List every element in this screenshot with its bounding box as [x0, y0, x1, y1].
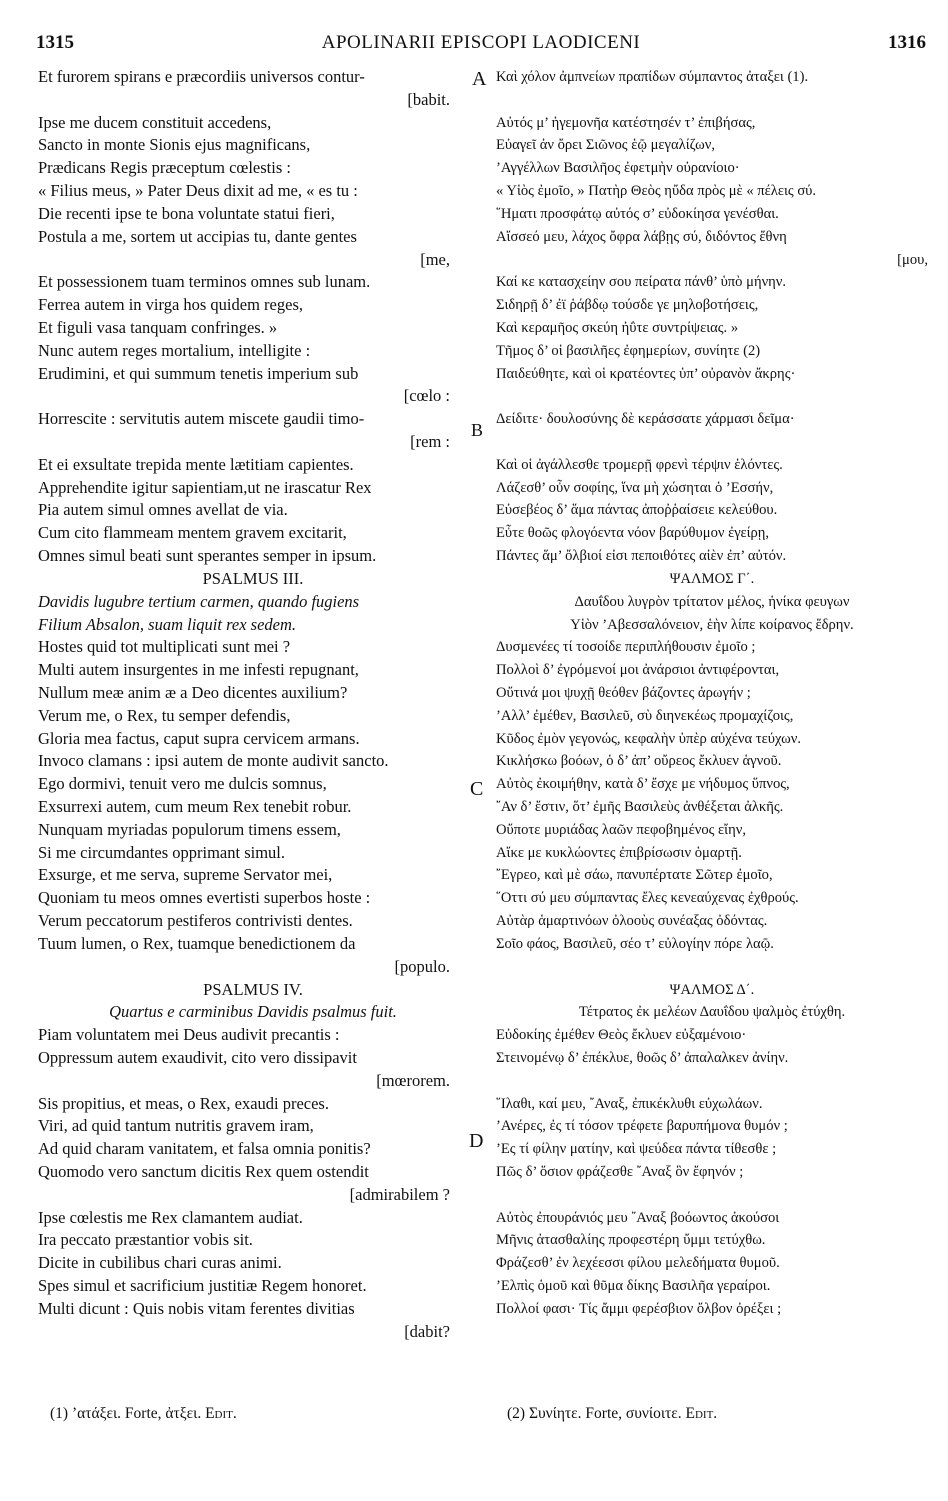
greek-text-line: Αὐτός μ’ ἡγεμονῆα κατέστησέν τ’ ἐπιβήσας, [496, 114, 756, 131]
latin-text-line: Piam voluntatem mei Deus audivit precantis : [38, 1025, 340, 1045]
latin-text-line: [populo. [394, 956, 450, 976]
greek-text-line: Φράζεσθ’ ἐν λεχέεσσι φίλου μελεδήματα θυμοῦ. [496, 1255, 780, 1272]
latin-text-line: Prædicans Regis præceptum cœlestis : [38, 158, 291, 178]
footnote-1 [50, 1405, 237, 1423]
running-header [36, 32, 926, 58]
greek-text-line: [μου, [897, 251, 928, 268]
greek-text-line: ’Ελπὶς ὁμοῦ καὶ θῦμα δίκης Βασιλῆα γεραίροι. [496, 1278, 771, 1295]
latin-text-line: Gloria mea factus, caput supra cervicem armans. [38, 728, 360, 748]
latin-text-line: [cœlo : [403, 386, 450, 406]
greek-text-line: Πολλοί φασι· Τίς ἄμμι φερέσβιον ὄλβον ὀρέξει ; [496, 1300, 782, 1317]
greek-text-line: Καὶ κεραμῆος σκεύη ἠΰτε συντρίψειας. » [496, 319, 739, 336]
latin-text-line: Exsurge, et me serva, supreme Servator mei, [38, 865, 333, 885]
greek-text-line: Μῆνις ἀτασθαλίης προφεστέρη ὔμμι τετύχθω. [496, 1232, 766, 1249]
latin-text-line: Omnes simul beati sunt sperantes semper in ipsum. [38, 546, 377, 566]
page-number-left: 1315 [36, 32, 74, 53]
latin-text-line: Ego dormivi, tenuit vero me dulcis somnus, [38, 774, 327, 794]
latin-text-line: Exsurrexi autem, cum meum Rex tenebit robur. [38, 797, 352, 816]
greek-psalm-heading: ΨΑΛΜΟΣ Γ΄. [669, 570, 755, 587]
latin-text-line: [babit. [407, 89, 450, 109]
latin-text-line: [mœrorem. [376, 1070, 450, 1090]
greek-text-line: ῎Εγρεο, καὶ μὲ σάω, πανυπέρτατε Σῶτερ ἐμοῖο, [496, 867, 773, 884]
latin-text-line: Filium Absalon, suam liquit rex sedem. [38, 614, 297, 634]
greek-text-line: Στεινομένῳ δ’ ἐπέκλυε, θοῶς δ’ ἀπαλαλκεν ἀνίην. [496, 1049, 789, 1066]
greek-text-line: Εὐαγεῖ ἀν ὄρει Σιῶνος ἑῷ μεγαλίζων, [496, 137, 716, 154]
latin-text-line: Verum me, o Rex, tu semper defendis, [38, 705, 291, 725]
footnote-1-edit: Edit. [205, 1405, 237, 1422]
latin-text-line: [rem : [410, 432, 450, 451]
latin-text-line: Et furorem spirans e præcordiis universos contur- [38, 67, 365, 86]
margin-marker-a: A [472, 68, 487, 90]
latin-psalm-heading: PSALMUS IV. [203, 979, 303, 999]
latin-text-line: Spes simul et sacrificium justitiæ Regem honoret. [38, 1276, 367, 1296]
greek-text-line: Αὐτὰρ ἁμαρτινόων ὀλοοὺς συνέαξας ὀδόντας. [496, 913, 768, 930]
greek-text-line: Εὐδοκίης ἐμέθεν Θεὸς ἔκλυεν εὐξαμένοιο· [496, 1027, 747, 1044]
latin-text-line: Die recenti ipse te bona voluntate statui fieri, [38, 203, 335, 223]
greek-text-line: Εὐσεβέος δ’ ἅμα πάντας ἀποῤῥαίσειε κελεύθου. [496, 502, 778, 519]
greek-text-line: ’Αγγέλλων Βασιλῆος ἐφετμὴν οὐρανίοιο· [496, 160, 740, 177]
greek-text-line: ῞Ιλαθι, καί μευ, ῎Αναξ, ἐπικέκλυθι εὐχωλάων. [496, 1095, 763, 1112]
latin-text-line: Et ei exsultate trepida mente lætitiam capientes. [38, 454, 354, 474]
greek-text-line: Οὔποτε μυριάδας λαῶν πεφοβημένος εἴην, [496, 821, 746, 838]
footnote-1-text: (1) ’ατάξει. Forte, ἀτξει. [50, 1405, 202, 1422]
page-number-right: 1316 [888, 32, 926, 53]
greek-blank-line [496, 1184, 928, 1207]
latin-text-line: Hostes quid tot multiplicati sunt mei ? [38, 637, 291, 657]
greek-text-line: Υἱὸν ’Αβεσσαλόνειον, ἑὴν λίπε κοίρανος ἕδρην. [570, 616, 854, 633]
greek-text-line: Κῦδος ἐμὸν γεγονώς, κεφαλὴν ὑπὲρ αὐχένα τεύχων. [496, 730, 801, 747]
latin-text-line: Ad quid charam vanitatem, et falsa omnia ponitis? [38, 1139, 371, 1159]
latin-text-line: Ira peccato præstantior vobis sit. [38, 1230, 253, 1250]
latin-text-line: Davidis lugubre tertium carmen, quando fugiens [38, 591, 360, 611]
latin-text-line: [admirabilem ? [349, 1184, 450, 1204]
greek-text-line: Καί κε κατασχείην σου πείρατα πάνθ’ ὑπὸ μήνην. [496, 274, 787, 291]
latin-text-line: [me, [420, 249, 450, 269]
greek-text-line: ῎Αν δ’ ἔστιν, ὅτ’ ἐμῆς Βασιλεὺς ἀνθέξεται ἀλκῆς. [496, 799, 784, 815]
greek-text-line: Παιδεύθητε, καὶ οἱ κρατέοντες ὑπ’ οὐρανὸν ἄκρης· [496, 365, 796, 382]
greek-text-line: Αἴκε με κυκλώοντες ἐπιβρίσωσιν ὁμαρτῇ. [496, 844, 742, 861]
greek-text-line: ’Αλλ’ ἐμέθεν, Βασιλεῦ, σὺ διηνεκέως προμαχίζοις, [496, 707, 794, 724]
latin-text-line: Invoco clamans : ipsi autem de monte audivit sancto. [38, 751, 389, 771]
greek-text-line: Δείδιτε· δουλοσύνης δὲ κεράσσατε χάρμασι δεῖμα· [496, 411, 795, 428]
greek-text-line: Σιδηρῇ δ’ ἐϊ ῥάβδῳ τούσδε γε μηλοβοτήσεις, [496, 297, 759, 314]
latin-text-line: Et figuli vasa tanquam confringes. » [38, 317, 278, 337]
latin-text-line: Horrescite : servitutis autem miscete gaudii timo- [38, 409, 365, 429]
latin-text-line: Ipse cœlestis me Rex clamantem audiat. [38, 1207, 303, 1227]
greek-psalm-heading: ΨΑΛΜΟΣ Δ΄. [669, 981, 755, 998]
greek-text-line: ῞Ηματι προσφάτῳ αὐτός σ’ εὐδοκίησα γενέσθαι. [496, 205, 779, 222]
latin-text-line: Viri, ad quid tantum nutritis gravem iram, [38, 1116, 314, 1136]
greek-text-line: ’Ανέρες, ἐς τί τόσον τρέφετε βαρυπήμονα θυμόν ; [496, 1118, 788, 1135]
latin-text-line: Sancto in monte Sionis ejus magnificans, [38, 135, 311, 155]
greek-text-line: Σοῖο φάος, Βασιλεῦ, σέο τ’ εὐλογίην πόρε λαῷ. [496, 935, 774, 952]
greek-blank-line [496, 1070, 928, 1093]
greek-text-line: Πάντες ἅμ’ ὄλβιοί εἰσι πεποιθότες αἰὲν ἐπ’ αὐτόν. [496, 548, 787, 565]
latin-text-line: Tuum lumen, o Rex, tuamque benedictionem da [38, 933, 356, 953]
greek-blank-line [496, 385, 928, 408]
greek-text-line: Καὶ χόλον ἀμπνείων πραπίδων σύμπαντος ἀταξει (1). [496, 69, 809, 85]
latin-text-line: Postula a me, sortem ut accipias tu, dante gentes [38, 226, 357, 246]
greek-blank-line [496, 431, 928, 454]
latin-text-line: Nunquam myriadas populorum timens essem, [38, 819, 341, 839]
latin-text-line: « Filius meus, » Pater Deus dixit ad me, « es tu : [38, 181, 358, 201]
greek-text-line: Καὶ οἱ ἀγάλλεσθε τρομερῇ φρενὶ τέρψιν ἑλόντες. [496, 456, 783, 473]
latin-text-line: Erudimini, et qui summum tenetis imperium sub [38, 363, 359, 383]
greek-text-line: « Υἱὸς ἐμοῖο, » Πατὴρ Θεὸς ηὔδα πρὸς μὲ « πέλεις σύ. [496, 183, 817, 200]
latin-text-line: Sis propitius, et meas, o Rex, exaudi preces. [38, 1093, 329, 1113]
latin-text-line: Ipse me ducem constituit accedens, [38, 112, 272, 132]
greek-text-line: Πῶς δ’ ὅσιον φράζεσθε ῎Αναξ ὃν ἔφηνόν ; [496, 1164, 744, 1180]
greek-text-line: Λάζεσθ’ οὖν σοφίης, ἵνα μὴ χώσηται ὁ ’Εσσήν, [496, 479, 774, 496]
latin-text-line: Cum cito flammeam mentem gravem excitarit, [38, 523, 347, 543]
latin-text-line: Nullum meæ anim æ a Deo dicentes auxilium? [38, 682, 348, 702]
latin-text-line: Multi autem insurgentes in me infesti repugnant, [38, 660, 359, 680]
greek-text-line: Αὐτὸς ἐκοιμήθην, κατὰ δ’ ἔσχε με νήδυμος ὕπνος, [496, 776, 790, 793]
greek-text-line: Πολλοὶ δ’ ἐγρόμενοί μοι ἀνάρσιοι ἀντιφέρονται, [496, 662, 780, 679]
latin-text-line: Ferrea autem in virga hos quidem reges, [38, 295, 303, 315]
margin-marker-b: B [471, 420, 484, 440]
latin-column [38, 66, 468, 1344]
latin-text-line: Oppressum autem exaudivit, cito vero dissipavit [38, 1047, 357, 1067]
latin-text-line: Dicite in cubilibus chari curas animi. [38, 1253, 282, 1273]
footnote-2 [507, 1405, 717, 1423]
margin-marker-d: D [469, 1130, 484, 1152]
latin-text-line: Si me circumdantes opprimant simul. [38, 842, 286, 862]
latin-text-line: Verum peccatorum pestiferos contrivisti dentes. [38, 911, 353, 931]
latin-text-line: Et possessionem tuam terminos omnes sub lunam. [38, 272, 371, 292]
latin-text-line: Apprehendite igitur sapientiam,ut ne irascatur Rex [38, 477, 372, 497]
greek-text-line: Δαυΐδου λυγρὸν τρίτατον μέλος, ἡνίκα φευγων [574, 593, 850, 610]
greek-blank-line [496, 89, 928, 112]
latin-text-line: Quomodo vero sanctum dicitis Rex quem ostendit [38, 1162, 369, 1181]
greek-text-line: Αὐτὸς ἐπουράνιός μευ ῎Αναξ βοόωντος ἀκούσοι [496, 1209, 780, 1226]
greek-text-line: ῞Οττι σύ μευ σύμπαντας ἔλες κενεαύχενας ἐχθρούς. [496, 890, 799, 907]
greek-text-line: Οὔτινά μοι ψυχῇ θεόθεν βάζοντες ἀρωγήν ; [496, 684, 751, 701]
latin-text-line: Quoniam tu meos omnes evertisti superbos hoste : [38, 888, 371, 908]
latin-text-line: Pia autem simul omnes avellat de via. [38, 500, 288, 520]
margin-marker-c: C [470, 778, 484, 800]
greek-text-line: Δυσμενέες τί τοσοίδε περιπλήθουσιν ἐμοῖο ; [496, 639, 756, 656]
footnote-2-text: (2) Συνίητε. Forte, συνίοιτε. [507, 1405, 682, 1422]
latin-text-line: [dabit? [404, 1321, 450, 1341]
latin-text-line: Nunc autem reges mortalium, intelligite : [38, 340, 311, 360]
footnote-2-edit: Edit. [685, 1405, 718, 1422]
latin-text-line: Multi dicunt : Quis nobis vitam ferentes divitias [38, 1298, 355, 1318]
greek-text-line: ’Ες τί φίλην ματίην, καὶ ψεύδεα πάντα τίθεσθε ; [496, 1141, 777, 1158]
greek-text-line: Εὖτε θοῶς φλογόεντα νόον βαρύθυμον ἐγείρῃ, [496, 525, 770, 542]
greek-blank-line [496, 956, 928, 979]
latin-text-line: Quartus e carminibus Davidis psalmus fuit. [109, 1002, 397, 1022]
running-title: APOLINARII EPISCOPI LAODICENI [321, 32, 641, 53]
greek-text-line: Κικλήσκω βοόων, ὁ δ’ ἀπ’ οὔρεος ἔκλυεν ἁγνοῦ. [496, 753, 782, 770]
greek-text-line: Τέτρατος ἐκ μελέων Δαυΐδου ψαλμὸς ἐτύχθη. [578, 1004, 846, 1021]
greek-column [496, 66, 928, 1321]
latin-psalm-heading: PSALMUS III. [202, 568, 304, 588]
greek-text-line: Τῆμος δ’ οἱ βασιλῆες ἐφημερίων, συνίητε (2) [496, 342, 761, 359]
greek-text-line: Αἴσσεό μευ, λάχος ὄφρα λάβῃς σύ, διδόντος ἔθνη [496, 228, 787, 245]
